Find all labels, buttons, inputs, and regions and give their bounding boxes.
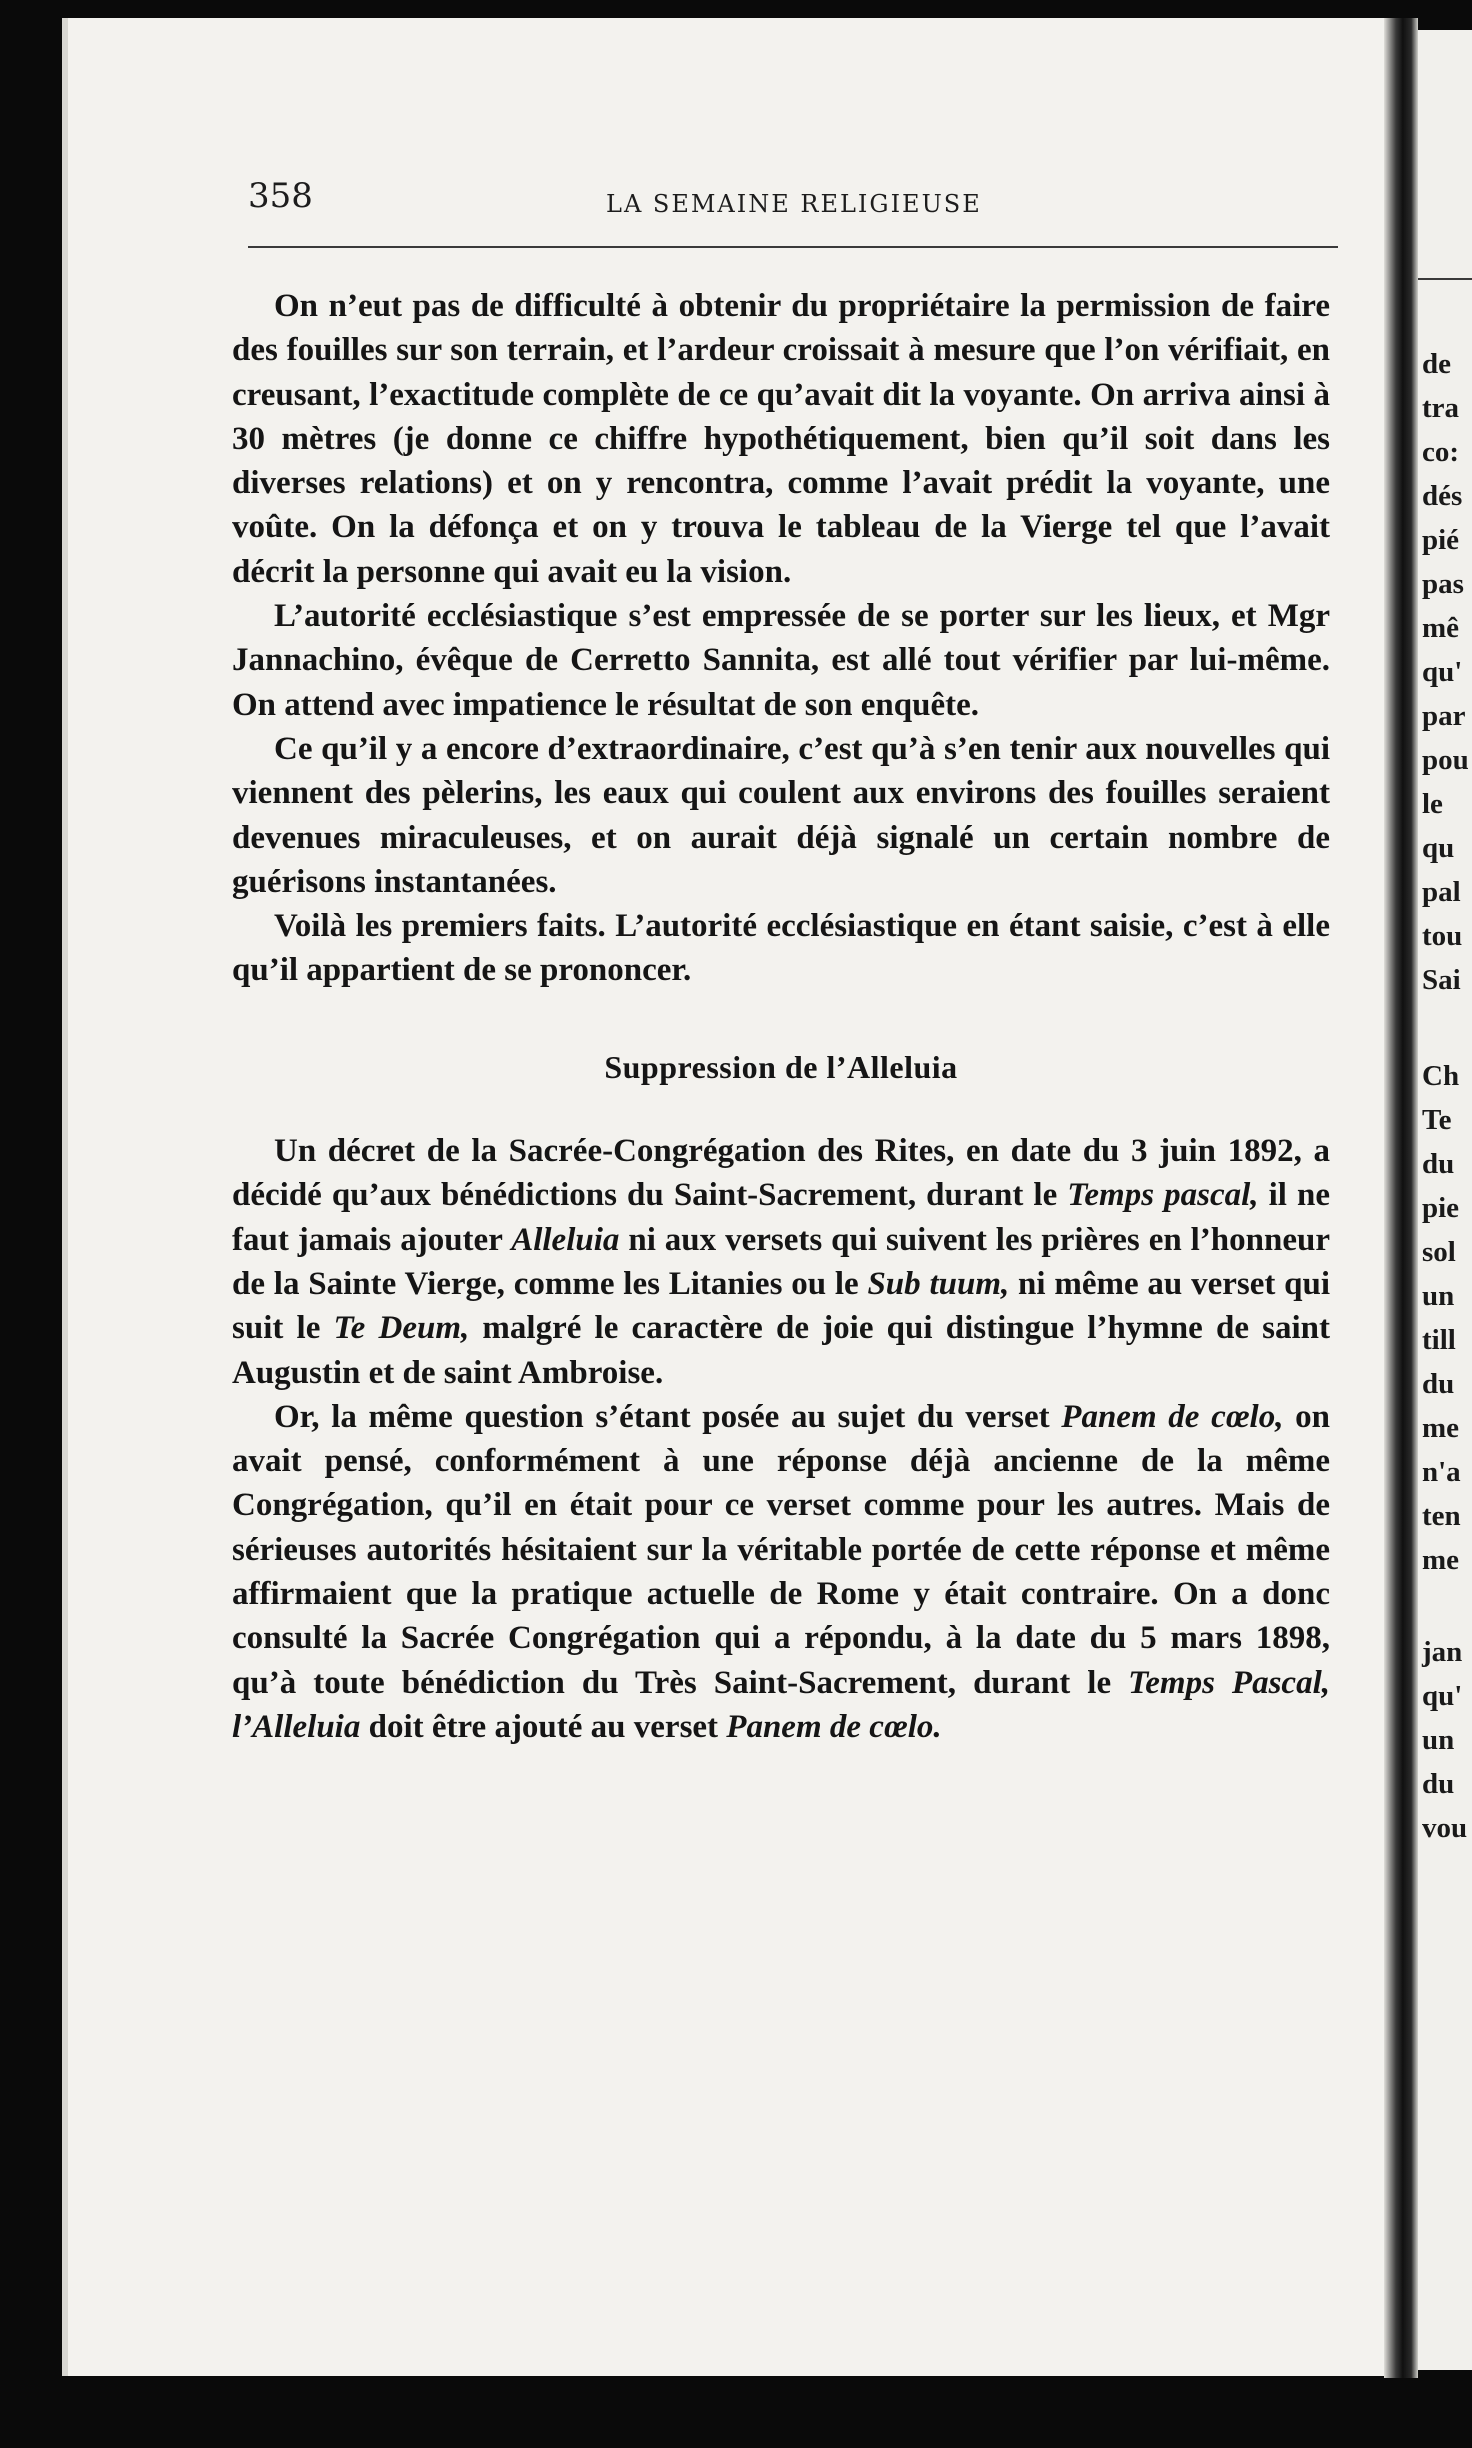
facing-page-fragment: un <box>1422 1280 1455 1312</box>
italic-text: Temps Pascal, l’Alleluia <box>232 1664 1330 1745</box>
italic-text: Panem de cœlo. <box>726 1708 942 1745</box>
text-run: Ce qu’il y a encore d’extraordinaire, c’est qu’à s’en tenir aux nouvelles qui viennent des pèlerins, les eaux qui coulent aux environs des fouilles seraient devenues miraculeuses, et on aurait déjà signalé un certain nombre de guérisons instantanées. <box>232 730 1330 900</box>
text-run: doit être ajouté au verset <box>360 1708 727 1745</box>
facing-page-fragment: pal <box>1422 876 1461 908</box>
facing-page-fragment: pie <box>1422 1192 1460 1224</box>
text-run: On n’eut pas de difficulté à obtenir du propriétaire la permission de faire des fouilles sur son terrain, et l’ardeur croissait à mesure que l’on vérifiait, en creusant, l’exactitude complète de ce qu’avait dit la voyante. On arriva ainsi à 30 mètres (je donne ce chiffre hypothétiquement, bien qu’il soit dans les diverses relations) et on y rencontra, comme l’avait prédit la voyante, une voûte. On la défonça et on y trouva le tableau de la Vierge tel que l’avait décrit la personne qui avait eu la vision. <box>232 288 1330 590</box>
page-edge <box>62 18 68 2376</box>
text-run: on avait pensé, conformément à une réponse déjà ancienne de la même Congrégation, qu’il en était pour ce verset comme pour les autres. Mais de sérieuses autorités hésitaient sur la véritable portée de cette réponse et même affirmaient que la pratique actuelle de Rome y était contraire. On a donc consulté la Sacrée Congrégation qui a répondu, à la date du 5 mars 1898, qu’à toute bénédiction du Très Saint-Sacrement, durant le <box>232 1398 1331 1701</box>
text-run: malgré le caractère de joie qui distingue l’hymne de saint Augustin et de saint Ambroise. <box>232 1310 1331 1391</box>
facing-page-fragment: du <box>1422 1768 1455 1800</box>
facing-page-fragment: jan <box>1422 1636 1463 1668</box>
facing-page <box>1418 30 1472 2370</box>
facing-page-fragment: Sai <box>1422 964 1461 996</box>
facing-page-fragment: tra <box>1422 392 1460 424</box>
paragraph <box>232 727 1330 904</box>
text-run: ni même au verset qui suit le <box>232 1265 1331 1347</box>
facing-page-fragment: Ch <box>1422 1060 1460 1092</box>
facing-page-fragment: vou <box>1422 1812 1468 1844</box>
section-heading: Suppression de l’Alleluia <box>604 1048 958 1085</box>
italic-text: Panem de cœlo, <box>1061 1398 1284 1435</box>
facing-page-fragment: n'a <box>1422 1456 1461 1488</box>
paragraph <box>232 1129 1330 1395</box>
facing-page-fragment: qu' <box>1422 1680 1463 1712</box>
text-run: L’autorité ecclésiastique s’est empressée de se porter sur les lieux, et Mgr Jannachino, évêque de Cerretto Sannita, est allé tout vérifier par lui-même. On attend avec impatience le résultat de son enquête. <box>232 598 1330 723</box>
text-run: il ne faut jamais ajouter <box>232 1177 1330 1258</box>
facing-page-fragment: qu' <box>1422 656 1463 688</box>
page-header <box>248 170 1338 220</box>
facing-page-fragment: dés <box>1422 480 1463 512</box>
facing-page-fragment: le <box>1422 788 1443 820</box>
facing-page-fragment: me <box>1422 1412 1460 1444</box>
paragraph <box>232 594 1330 727</box>
running-title: LA SEMAINE RELIGIEUSE <box>606 190 982 218</box>
facing-page-fragment: qu <box>1422 832 1455 864</box>
italic-text: Temps pascal, <box>1067 1177 1259 1214</box>
intro-paragraphs <box>232 284 1330 993</box>
text-run: ni aux versets qui suivent les prières en l’honneur de la Sainte Vierge, comme les Litanies ou le <box>232 1221 1331 1302</box>
header-rule <box>248 246 1338 248</box>
italic-text: Sub tuum, <box>867 1265 1010 1302</box>
facing-page-fragment: till <box>1422 1324 1456 1356</box>
facing-page-fragment: tou <box>1422 920 1463 952</box>
facing-page-fragment: sol <box>1422 1236 1456 1268</box>
facing-page-fragments <box>1418 30 1472 2370</box>
paragraph <box>232 904 1330 993</box>
text-run: Voilà les premiers faits. L’autorité ecclésiastique en étant saisie, c’est à elle qu’il appartient de se prononcer. <box>232 908 1330 989</box>
facing-page-fragment: pié <box>1422 524 1460 556</box>
book-gutter <box>1384 18 1418 2378</box>
facing-page-fragment: du <box>1422 1148 1455 1180</box>
body-text <box>232 284 1330 1749</box>
italic-text: Te Deum, <box>333 1310 470 1347</box>
facing-page-fragment: ten <box>1422 1500 1461 1532</box>
page-number: 358 <box>248 176 313 216</box>
facing-page-fragment: me <box>1422 1544 1460 1576</box>
facing-page-fragment: par <box>1422 700 1466 732</box>
text-run: Or, la même question s’étant posée au sujet du verset <box>274 1398 1062 1435</box>
facing-page-fragment: mê <box>1422 612 1460 644</box>
italic-text: Alleluia <box>511 1221 620 1258</box>
facing-page-fragment: de <box>1422 348 1451 380</box>
facing-page-fragment: Te <box>1422 1104 1452 1136</box>
facing-page-fragment: du <box>1422 1368 1455 1400</box>
facing-page-fragment: un <box>1422 1724 1455 1756</box>
section-paragraphs <box>232 1129 1330 1749</box>
paragraph <box>232 1395 1330 1749</box>
paragraph <box>232 284 1330 594</box>
text-run: Un décret de la Sacrée-Congrégation des Rites, en date du 3 juin 1892, a décidé qu’aux bénédictions du Saint-Sacrement, durant le <box>232 1133 1330 1214</box>
facing-page-fragment: pou <box>1422 744 1469 776</box>
facing-page-fragment: co: <box>1422 436 1460 468</box>
facing-page-fragment: pas <box>1422 568 1464 600</box>
